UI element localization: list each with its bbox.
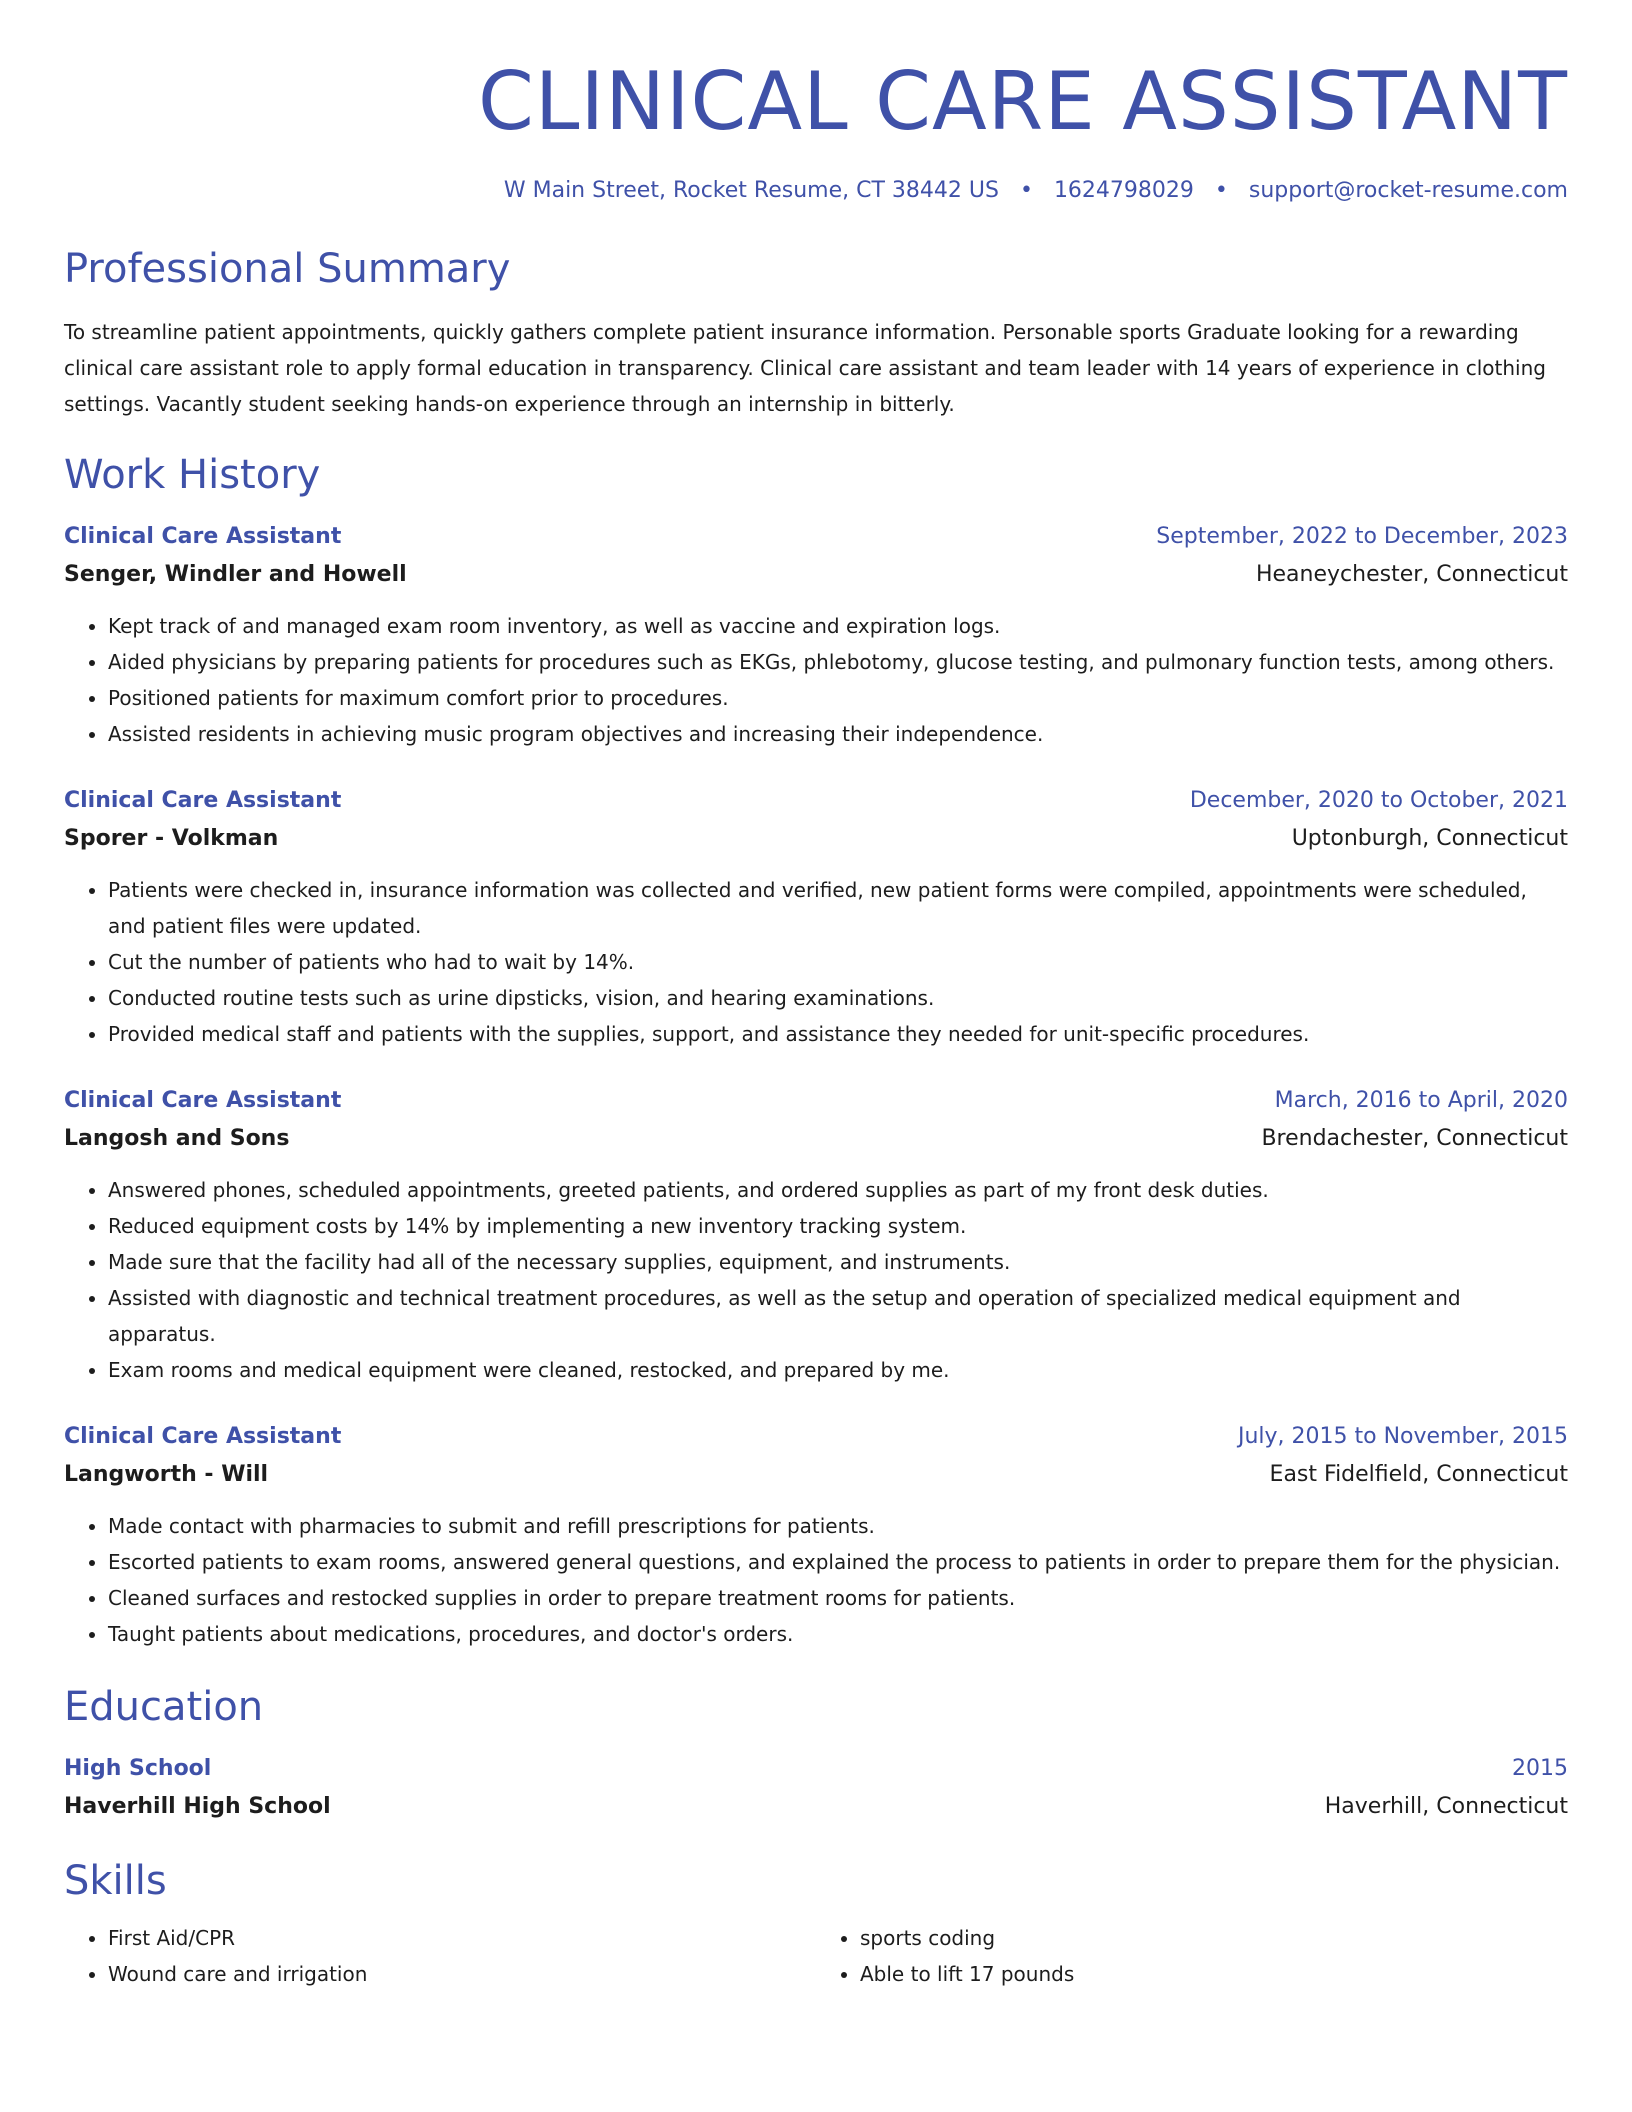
- job-dates: December, 2020 to October, 2021: [1189, 788, 1568, 813]
- job-entry: [64, 1082, 1568, 1388]
- skills-column-left: [64, 1920, 816, 1992]
- job-company: Langosh and Sons: [64, 1126, 290, 1151]
- job-bullet: • Cut the number of patients who had to wait by 14%.: [108, 944, 1568, 980]
- education-entry: [64, 1750, 1568, 1826]
- job-bullet: • Exam rooms and medical equipment were cleaned, restocked, and prepared by me.: [108, 1352, 1568, 1388]
- job-company: Langworth - Will: [64, 1462, 269, 1487]
- job-bullet: • Reduced equipment costs by 14% by implementing a new inventory tracking system.: [108, 1208, 1568, 1244]
- job-bullet: • Positioned patients for maximum comfort prior to procedures.: [108, 680, 1568, 716]
- job-bullet: • Made contact with pharmacies to submit and refill prescriptions for patients.: [108, 1508, 1568, 1544]
- job-entry: [64, 1418, 1568, 1652]
- contact-separator: •: [1019, 178, 1033, 203]
- skills-heading: Skills: [64, 1858, 167, 1904]
- job-dates: September, 2022 to December, 2023: [1156, 524, 1568, 549]
- job-bullet: • Assisted with diagnostic and technical treatment procedures, as well as the setup and operation of specialized medical equipment and apparatus.: [108, 1280, 1568, 1352]
- job-bullet: • Provided medical staff and patients with the supplies, support, and assistance they needed for unit-specific procedures.: [108, 1016, 1568, 1052]
- job-bullet: • Kept track of and managed exam room inventory, as well as vaccine and expiration logs.: [108, 608, 1568, 644]
- summary-text: To streamline patient appointments, quickly gathers complete patient insurance information. Personable sports Graduate looking for a rewarding clinical care assistant role to apply formal education in transparency. Clinical care assistant and team leader with 14 years of experience in clothing settings. Vacantly student seeking hands-on experience through an internship in bitterly.: [64, 320, 1546, 416]
- job-bullets: [64, 608, 1568, 752]
- education-year: 2015: [1512, 1756, 1568, 1781]
- job-entry: [64, 782, 1568, 1052]
- job-bullet: • Assisted residents in achieving music program objectives and increasing their independence.: [108, 716, 1568, 752]
- job-location: Brendachester, Connecticut: [1261, 1126, 1568, 1151]
- job-bullet: • Aided physicians by preparing patients for procedures such as EKGs, phlebotomy, glucose testing, and pulmonary function tests, among others.: [108, 644, 1568, 680]
- job-bullets: [64, 1172, 1568, 1388]
- job-bullet: • Taught patients about medications, procedures, and doctor's orders.: [108, 1616, 1568, 1652]
- summary-heading: Professional Summary: [64, 246, 511, 292]
- job-company: Senger, Windler and Howell: [64, 562, 407, 587]
- job-role: Clinical Care Assistant: [64, 1088, 342, 1113]
- job-role: Clinical Care Assistant: [64, 524, 342, 549]
- job-dates: July, 2015 to November, 2015: [1237, 1424, 1568, 1449]
- job-bullet: • Made sure that the facility had all of the necessary supplies, equipment, and instruments.: [108, 1244, 1568, 1280]
- skill-item: • First Aid/CPR: [108, 1920, 816, 1956]
- resume-title: CLINICAL CARE ASSISTANT: [478, 55, 1568, 148]
- contact-separator: •: [1214, 178, 1228, 203]
- job-dates: March, 2016 to April, 2020: [1274, 1088, 1568, 1113]
- skills-list: [64, 1920, 1568, 1992]
- skill-item: • sports coding: [860, 1920, 1568, 1956]
- education-location: Haverhill, Connecticut: [1324, 1794, 1568, 1819]
- contact-line: [64, 176, 1568, 206]
- education-heading: Education: [64, 1684, 264, 1730]
- job-bullet: • Conducted routine tests such as urine dipsticks, vision, and hearing examinations.: [108, 980, 1568, 1016]
- job-bullets: [64, 1508, 1568, 1652]
- work-history-heading: Work History: [64, 452, 321, 498]
- summary-section: [64, 244, 1568, 422]
- job-location: Heaneychester, Connecticut: [1255, 562, 1568, 587]
- education-degree: High School: [64, 1756, 212, 1781]
- education-section: [64, 1682, 1568, 1826]
- skills-column-right: [816, 1920, 1568, 1992]
- education-school: Haverhill High School: [64, 1794, 331, 1819]
- skill-item: • Wound care and irrigation: [108, 1956, 816, 1992]
- job-bullet: • Escorted patients to exam rooms, answered general questions, and explained the process to patients in order to prepare them for the physician.: [108, 1544, 1568, 1580]
- resume-header: [64, 50, 1568, 206]
- job-role: Clinical Care Assistant: [64, 1424, 342, 1449]
- job-entry: [64, 518, 1568, 752]
- job-location: East Fidelfield, Connecticut: [1269, 1462, 1568, 1487]
- skill-item: • Able to lift 17 pounds: [860, 1956, 1568, 1992]
- contact-email: support@rocket-resume.com: [1248, 178, 1568, 203]
- contact-phone: 1624798029: [1053, 178, 1194, 203]
- job-bullet: • Cleaned surfaces and restocked supplies in order to prepare treatment rooms for patients.: [108, 1580, 1568, 1616]
- job-bullets: [64, 872, 1568, 1052]
- job-company: Sporer - Volkman: [64, 826, 279, 851]
- job-bullet: • Answered phones, scheduled appointments, greeted patients, and ordered supplies as part of my front desk duties.: [108, 1172, 1568, 1208]
- job-location: Uptonburgh, Connecticut: [1291, 826, 1568, 851]
- skills-section: [64, 1856, 1568, 1992]
- job-bullet: • Patients were checked in, insurance information was collected and verified, new patient forms were compiled, appointments were scheduled, and patient files were updated.: [108, 872, 1568, 944]
- job-role: Clinical Care Assistant: [64, 788, 342, 813]
- contact-address: W Main Street, Rocket Resume, CT 38442 US: [503, 178, 999, 203]
- work-history-section: [64, 450, 1568, 1652]
